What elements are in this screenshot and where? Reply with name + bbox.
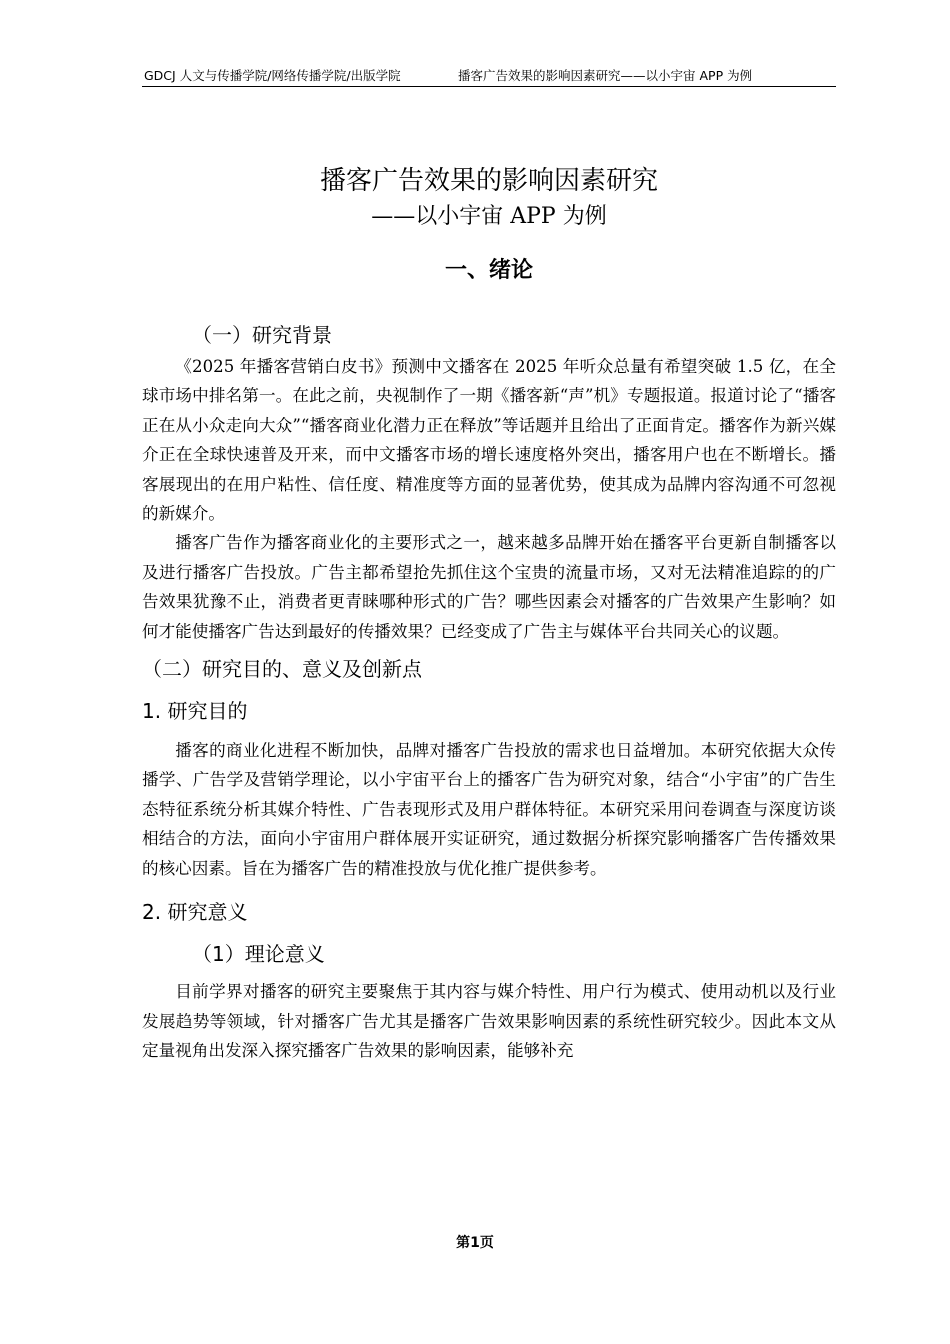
paper-title: 播客广告效果的影响因素研究: [319, 166, 658, 196]
header-institution: GDCJ 人文与传播学院/网络传播学院/出版学院: [144, 68, 401, 83]
page-number: 第1页: [456, 1235, 494, 1251]
section-heading-purpose: （二）研究目的、意义及创新点: [142, 657, 422, 682]
running-header: [142, 66, 836, 87]
paper-subtitle: ——以小宇宙 APP 为例: [371, 204, 607, 229]
subsection-heading-significance: 2. 研究意义: [142, 900, 248, 925]
paragraph: 播客广告作为播客商业化的主要形式之一，越来越多品牌开始在播客平台更新自制播客以及进行播客广告投放。广告主都希望抢先抓住这个宝贵的流量市场，又对无法精准追踪的的广告效果犹豫不止，消费者更青睐哪种形式的广告？哪些因素会对播客的广告效果产生影响？如何才能使播客广告达到最好的传播效果？已经变成了广告主与媒体平台共同关心的议题。: [142, 533, 836, 641]
page-body: [142, 150, 836, 1065]
subsection-heading-theory: （1）理论意义: [192, 942, 325, 967]
subsection-heading-purpose: 1. 研究目的: [142, 699, 248, 724]
header-paper-title: 播客广告效果的影响因素研究——以小宇宙 APP 为例: [458, 68, 753, 83]
chapter-heading: 一、绪论: [444, 258, 533, 283]
paragraph: 《2025 年播客营销白皮书》预测中文播客在 2025 年听众总量有希望突破 1.5 亿，在全球市场中排名第一。在此之前，央视制作了一期《播客新“声”机》专题报道。报道讨论了“播客正在从小众走向大众”“播客商业化潜力正在释放”等话题并且给出了正面肯定。播客作为新兴媒介正在全球快速普及开来，而中文播客市场的增长速度格外突出，播客用户也在不断增长。播客展现出的在用户粘性、信任度、精准度等方面的显著优势，使其成为品牌内容沟通不可忽视的新媒介。: [142, 357, 836, 524]
paragraph: 目前学界对播客的研究主要聚焦于其内容与媒介特性、用户行为模式、使用动机以及行业发展趋势等领域，针对播客广告尤其是播客广告效果影响因素的系统性研究较少。因此本文从定量视角出发深入探究播客广告效果的影响因素，能够补充: [142, 982, 836, 1060]
paragraph: 播客的商业化进程不断加快，品牌对播客广告投放的需求也日益增加。本研究依据大众传播学、广告学及营销学理论，以小宇宙平台上的播客广告为研究对象，结合“小宇宙”的广告生态特征系统分析其媒介特性、广告表现形式及用户群体特征。本研究采用问卷调查与深度访谈相结合的方法，面向小宇宙用户群体展开实证研究，通过数据分析探究影响播客广告传播效果的核心因素。旨在为播客广告的精准投放与优化推广提供参考。: [142, 741, 836, 878]
section-heading-background: （一）研究背景: [192, 323, 332, 347]
